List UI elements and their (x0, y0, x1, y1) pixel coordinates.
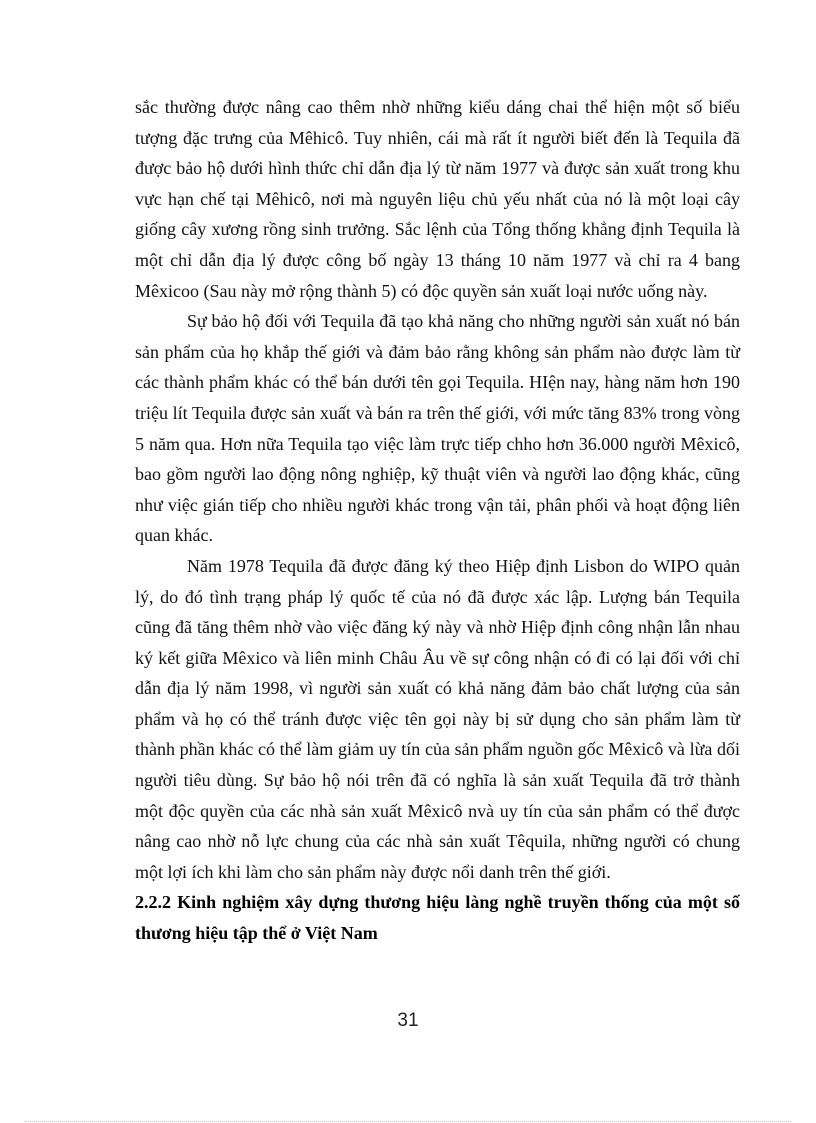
paragraph-tequila-protection: Sự bảo hộ đối với Tequila đã tạo khả năng cho những người sản xuất nó bán sản phẩm của họ khắp thế giới và đảm bảo rằng không sản phẩm nào được làm từ các thành phẩm khác có thể bán dưới tên gọi Tequila. HIện nay, hàng năm hơn 190 triệu lít Tequila được sản xuất và bán ra trên thế giới, với mức tăng 83% trong vòng 5 năm qua. Hơn nữa Tequila tạo việc làm trực tiếp chho hơn 36.000 người Mêxicô, bao gồm người lao động nông nghiệp, kỹ thuật viên và người lao động khác, cũng như việc gián tiếp cho nhiều người khác trong vận tải, phân phối và hoạt động liên quan khác. (135, 311, 740, 546)
page-number: 31 (397, 1010, 419, 1031)
page-bottom-border (25, 1121, 791, 1122)
page-content (135, 92, 740, 949)
section-heading: 2.2.2 Kinh nghiệm xây dựng thương hiệu làng nghề truyền thống của một số thương hiệu tập thể ở Việt Nam (135, 892, 740, 944)
paragraph-tequila-origin: sắc thường được nâng cao thêm nhờ những kiểu dáng chai thể hiện một số biểu tượng đặc trưng của Mêhicô. Tuy nhiên, cái mà rất ít người biết đến là Tequila đã được bảo hộ dưới hình thức chỉ dẫn địa lý từ năm 1977 và được sản xuất trong khu vực hạn chế tại Mêhicô, nơi mà nguyên liệu chủ yếu nhất của nó là một loại cây giống cây xương rồng sinh trưởng. Sắc lệnh của Tổng thống khẳng định Tequila là một chỉ dẫn địa lý được công bố ngày 13 tháng 10 năm 1977 và chỉ ra 4 bang Mêxicoo (Sau này mở rộng thành 5) có độc quyền sản xuất loại nước uống này. (135, 97, 740, 301)
paragraph-lisbon-agreement: Năm 1978 Tequila đã được đăng ký theo Hiệp định Lisbon do WIPO quản lý, do đó tình trạng pháp lý quốc tế của nó đã được xác lập. Lượng bán Tequila cũng đã tăng thêm nhờ vào việc đăng ký này và nhờ Hiệp định công nhận lẫn nhau ký kết giữa Mêxico và liên minh Châu Âu về sự công nhận có đi có lại đối với chỉ dẫn địa lý năm 1998, vì người sản xuất có khả năng đảm bảo chất lượng của sản phẩm và họ có thể tránh được việc tên gọi này bị sử dụng cho sản phẩm làm từ thành phần khác có thể làm giảm uy tín của sản phẩm nguồn gốc Mêxicô và lừa dối người tiêu dùng. Sự bảo hộ nói trên đã có nghĩa là sản xuất Tequila đã trở thành một độc quyền của các nhà sản xuất Mêxicô nvà uy tín của sản phẩm có thể được nâng cao nhờ nỗ lực chung của các nhà sản xuất Têquila, những người có chung một lợi ích khi làm cho sản phẩm này được nổi danh trên thế giới. (135, 555, 740, 882)
